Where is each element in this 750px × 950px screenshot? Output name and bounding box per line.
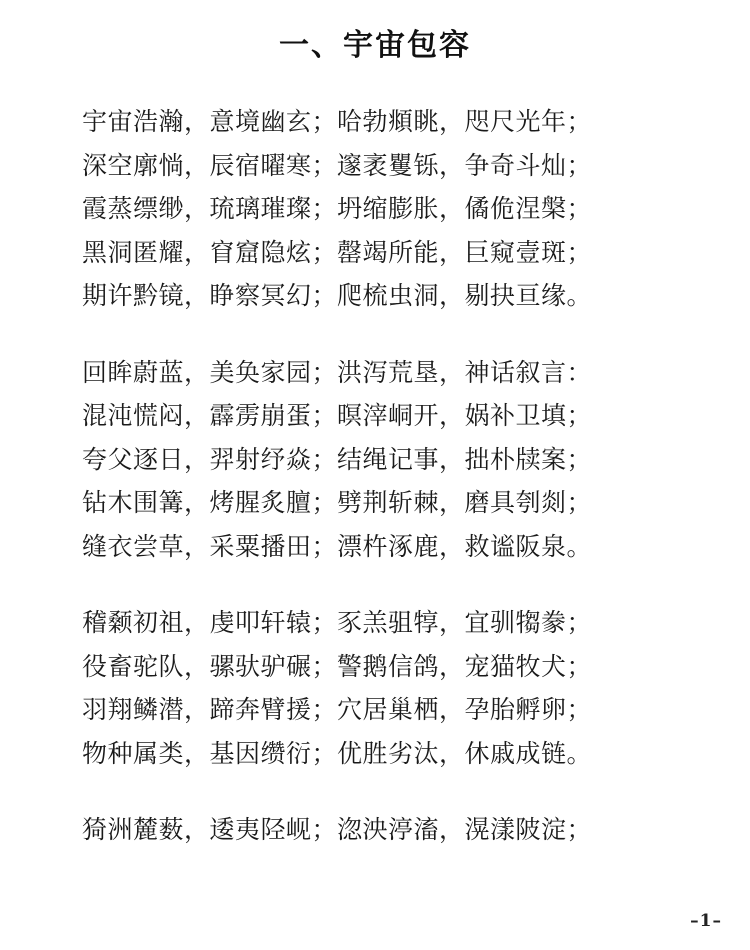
poem-line: 夸父逐日，羿射纾焱；结绳记事，拙朴牍案；	[82, 444, 593, 474]
stanza-1	[82, 100, 642, 318]
poem-line: 深空廓惝，辰宿曜寒；邃袤矍铄，争奇斗灿；	[82, 150, 593, 180]
poem-line: 羽翔鳞潜，蹄奔臂援；穴居巢栖，孕胎孵卵；	[82, 695, 593, 724]
poem-line: 期许黔镜，睁察冥幻；爬梳虫洞，剔抉亘缘。	[82, 281, 593, 310]
stanza-4	[82, 808, 642, 852]
poem-line: 黑洞匿耀，窅窟隐炫；罄竭所能，巨窥壹斑；	[82, 237, 593, 267]
stanza-2	[82, 351, 642, 569]
poem-line: 缝衣尝草，采粟播田；漂杵涿鹿，救谧阪泉。	[82, 531, 593, 561]
poem-line: 霞蒸缥缈，琉璃璀璨；坍缩膨胀，僪佹涅槃；	[82, 194, 593, 223]
poem-line: 役畜驼队，骡驮驴碾；警鹅信鸽，宠猫牧犬；	[82, 651, 593, 681]
stanza-3	[82, 601, 642, 775]
poem-line: 混沌慌闷，霹雳崩蛋；暝滓峒开，娲补卫填；	[82, 401, 593, 430]
poem-line: 物种属类，基因缵衍；优胜劣汰，休戚成链。	[82, 738, 593, 768]
poem-body	[82, 100, 642, 885]
page-number: –1–	[690, 911, 722, 931]
poem-line: 稽颡初祖，虔叩轩辕；豕羔驵犉，宜驯犓豢；	[82, 608, 593, 637]
poem-line: 宇宙浩瀚，意境幽玄；哈勃頫眺，咫尺光年；	[82, 107, 593, 136]
page-title: 一、宇宙包容	[279, 28, 471, 63]
poem-line: 钻木围篝，烤腥炙膻；劈荆斩棘，磨具刳剡；	[82, 488, 593, 517]
poem-line: 猗洲麓薮，逶夷陉岘；淴泱渟滀，滉漾陂淀；	[82, 815, 593, 844]
poem-line: 回眸蔚蓝，美奂家园；洪泻荒垦，神话叙言：	[82, 357, 593, 387]
